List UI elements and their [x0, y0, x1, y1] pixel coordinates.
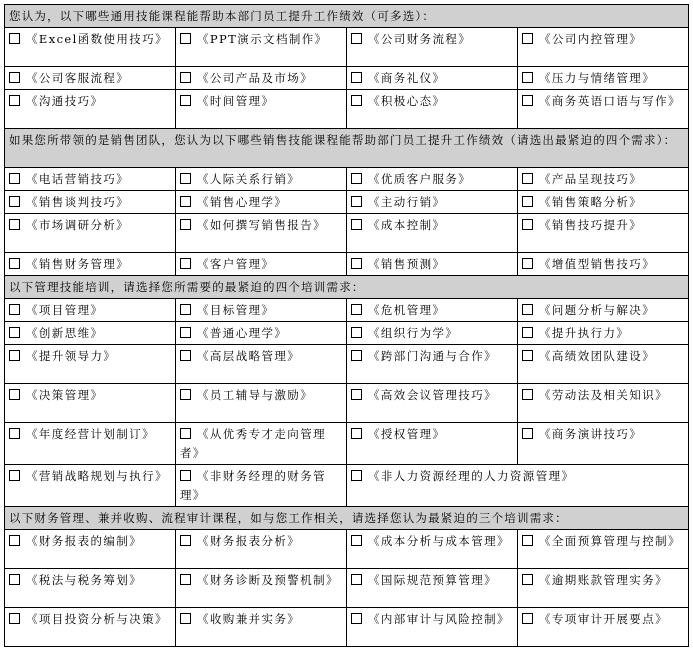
course-label: 《高层战略管理》 [197, 349, 301, 363]
course-label: 《问题分析与解决》 [539, 303, 656, 317]
course-option[interactable] [176, 345, 347, 384]
course-label: 《商务礼仪》 [368, 71, 446, 85]
checkbox[interactable] [9, 173, 20, 184]
course-label: 《项目管理》 [26, 303, 104, 317]
course-option[interactable] [176, 569, 347, 608]
checkbox[interactable] [522, 389, 533, 400]
checkbox[interactable] [522, 33, 533, 44]
checkbox[interactable] [351, 428, 362, 439]
course-option[interactable] [5, 191, 176, 214]
checkbox[interactable] [9, 535, 20, 546]
course-label: 《沟通技巧》 [26, 94, 104, 108]
course-label: 《组织行为学》 [368, 326, 459, 340]
checkbox[interactable] [522, 72, 533, 83]
course-label: 《营销战略规划与执行》 [26, 469, 168, 483]
checkbox[interactable] [351, 613, 362, 624]
course-label: 《国际规范预算管理》 [368, 573, 497, 587]
course-option[interactable] [176, 322, 347, 345]
course-label: 《公司内控管理》 [539, 32, 643, 46]
course-option[interactable] [518, 168, 689, 191]
course-label: 《提升领导力》 [26, 349, 117, 363]
course-option[interactable] [176, 423, 347, 465]
course-option[interactable] [347, 214, 518, 253]
course-option[interactable] [176, 67, 347, 90]
checkbox[interactable] [351, 72, 362, 83]
course-label: 《危机管理》 [368, 303, 446, 317]
course-option[interactable] [176, 28, 347, 67]
course-option[interactable] [176, 530, 347, 569]
course-option[interactable] [518, 322, 689, 345]
course-option[interactable] [5, 530, 176, 569]
course-label: 《从优秀专才走向管理者》 [180, 427, 326, 460]
course-option[interactable] [176, 299, 347, 322]
checkbox[interactable] [9, 389, 20, 400]
course-option[interactable] [176, 168, 347, 191]
course-option[interactable] [5, 465, 176, 507]
course-label: 《市场调研分析》 [26, 218, 130, 232]
course-label: 《商务演讲技巧》 [539, 427, 643, 441]
course-option[interactable] [347, 253, 518, 276]
checkbox[interactable] [9, 95, 20, 106]
course-option[interactable] [347, 28, 518, 67]
checkbox[interactable] [180, 219, 191, 230]
checkbox[interactable] [180, 33, 191, 44]
checkbox[interactable] [522, 95, 533, 106]
course-option[interactable] [176, 253, 347, 276]
checkbox[interactable] [180, 470, 191, 481]
course-label: 《压力与情绪管理》 [539, 71, 656, 85]
course-label: 《销售谈判技巧》 [26, 195, 130, 209]
checkbox[interactable] [351, 196, 362, 207]
course-option[interactable] [518, 253, 689, 276]
checkbox[interactable] [180, 613, 191, 624]
course-option[interactable] [518, 569, 689, 608]
course-option[interactable] [347, 384, 518, 423]
course-label: 《非人力资源经理的人力资源管理》 [368, 469, 575, 483]
course-label: 《成本分析与成本管理》 [368, 534, 510, 548]
course-option[interactable] [5, 28, 176, 67]
checkbox[interactable] [522, 304, 533, 315]
checkbox[interactable] [522, 258, 533, 269]
course-option[interactable] [5, 214, 176, 253]
course-option[interactable] [347, 322, 518, 345]
course-label: 《年度经营计划制订》 [26, 427, 155, 441]
course-option[interactable] [518, 423, 689, 465]
course-option[interactable] [5, 569, 176, 608]
course-label: 《财务报表分析》 [197, 534, 301, 548]
checkbox[interactable] [9, 258, 20, 269]
course-label: 《公司产品及市场》 [197, 71, 314, 85]
checkbox[interactable] [351, 327, 362, 338]
checkbox[interactable] [522, 350, 533, 361]
checkbox[interactable] [351, 389, 362, 400]
course-option[interactable] [5, 322, 176, 345]
course-option[interactable] [347, 299, 518, 322]
checkbox[interactable] [180, 535, 191, 546]
checkbox[interactable] [351, 535, 362, 546]
course-label: 《跨部门沟通与合作》 [368, 349, 497, 363]
course-label: 《客户管理》 [197, 257, 275, 271]
course-label: 《授权管理》 [368, 427, 446, 441]
checkbox[interactable] [180, 72, 191, 83]
course-option[interactable] [347, 191, 518, 214]
course-label: 《财务报表的编制》 [26, 534, 143, 548]
checkbox[interactable] [180, 428, 191, 439]
checkbox[interactable] [9, 470, 20, 481]
checkbox[interactable] [351, 95, 362, 106]
section-header-text: 以下财务管理、兼并收购、流程审计课程，如与您工作相关，请选择您认为最紧迫的三个培训需求： [9, 511, 568, 525]
checkbox[interactable] [9, 428, 20, 439]
course-option[interactable] [347, 465, 689, 507]
course-option[interactable] [518, 530, 689, 569]
checkbox[interactable] [351, 574, 362, 585]
course-label: 《PPT演示文档制作》 [197, 32, 328, 46]
section-header-sales-skills [5, 129, 689, 168]
checkbox[interactable] [351, 173, 362, 184]
course-label: 《劳动法及相关知识》 [539, 388, 668, 402]
course-label: 《优质客户服务》 [368, 172, 472, 186]
checkbox[interactable] [9, 327, 20, 338]
course-option[interactable] [5, 423, 176, 465]
checkbox[interactable] [9, 350, 20, 361]
course-label: 《销售财务管理》 [26, 257, 130, 271]
course-option[interactable] [176, 191, 347, 214]
checkbox[interactable] [351, 470, 362, 481]
course-option[interactable] [347, 168, 518, 191]
course-option[interactable] [518, 191, 689, 214]
course-option[interactable] [518, 608, 689, 647]
checkbox[interactable] [522, 196, 533, 207]
course-label: 《高效会议管理技巧》 [368, 388, 497, 402]
course-label: 《逾期账款管理实务》 [539, 573, 668, 587]
section-header-management-skills [5, 276, 689, 299]
course-label: 《创新思维》 [26, 326, 104, 340]
checkbox[interactable] [180, 95, 191, 106]
section-header-finance-courses [5, 507, 689, 530]
course-label: 《项目投资分析与决策》 [26, 612, 168, 626]
course-option[interactable] [5, 67, 176, 90]
checkbox[interactable] [180, 173, 191, 184]
course-label: 《目标管理》 [197, 303, 275, 317]
section-header-text: 以下管理技能培训，请选择您所需要的最紧迫的四个培训需求： [9, 280, 365, 294]
course-option[interactable] [5, 253, 176, 276]
course-label: 《公司客服流程》 [26, 71, 130, 85]
checkbox[interactable] [180, 574, 191, 585]
checkbox[interactable] [351, 33, 362, 44]
checkbox[interactable] [9, 574, 20, 585]
course-label: 《销售技巧提升》 [539, 218, 643, 232]
course-option[interactable] [518, 67, 689, 90]
training-needs-survey-table [4, 4, 689, 647]
course-option[interactable] [347, 345, 518, 384]
checkbox[interactable] [522, 327, 533, 338]
course-label: 《普通心理学》 [197, 326, 288, 340]
checkbox[interactable] [180, 196, 191, 207]
course-label: 《产品呈现技巧》 [539, 172, 643, 186]
section-header-text: 您认为，以下哪些通用技能课程能帮助本部门员工提升工作绩效（可多选）： [9, 9, 436, 23]
course-label: 《电话营销技巧》 [26, 172, 130, 186]
course-option[interactable] [347, 90, 518, 129]
course-label: 《专项审计开展要点》 [539, 612, 668, 626]
course-label: 《增值型销售技巧》 [539, 257, 656, 271]
checkbox[interactable] [180, 304, 191, 315]
course-label: 《决策管理》 [26, 388, 104, 402]
checkbox[interactable] [522, 428, 533, 439]
course-option[interactable] [347, 423, 518, 465]
course-option[interactable] [518, 214, 689, 253]
course-label: 《公司财务流程》 [368, 32, 472, 46]
course-option[interactable] [176, 465, 347, 507]
checkbox[interactable] [522, 219, 533, 230]
course-label: 《成本控制》 [368, 218, 446, 232]
course-label: 《内部审计与风险控制》 [368, 612, 510, 626]
checkbox[interactable] [9, 33, 20, 44]
course-option[interactable] [518, 384, 689, 423]
course-option[interactable] [5, 608, 176, 647]
course-option[interactable] [176, 384, 347, 423]
course-label: 《销售策略分析》 [539, 195, 643, 209]
course-label: 《销售预测》 [368, 257, 446, 271]
course-label: 《提升执行力》 [539, 326, 630, 340]
course-label: 《主动行销》 [368, 195, 446, 209]
checkbox[interactable] [522, 535, 533, 546]
course-label: 《销售心理学》 [197, 195, 288, 209]
course-option[interactable] [176, 214, 347, 253]
course-label: 《人际关系行销》 [197, 172, 301, 186]
course-label: 《税法与税务筹划》 [26, 573, 143, 587]
course-option[interactable] [176, 608, 347, 647]
course-option[interactable] [5, 345, 176, 384]
checkbox[interactable] [180, 258, 191, 269]
course-option[interactable] [5, 168, 176, 191]
course-option[interactable] [347, 530, 518, 569]
course-label: 《全面预算管理与控制》 [539, 534, 681, 548]
section-header-general-skills [5, 5, 689, 28]
checkbox[interactable] [180, 350, 191, 361]
course-option[interactable] [518, 299, 689, 322]
course-option[interactable] [347, 608, 518, 647]
course-label: 《Excel函数使用技巧》 [26, 32, 169, 46]
course-label: 《积极心态》 [368, 94, 446, 108]
section-header-text: 如果您所带领的是销售团队，您认为以下哪些销售技能课程能帮助部门员工提升工作绩效（请选出最紧迫的四个需求）： [9, 133, 677, 147]
checkbox[interactable] [522, 613, 533, 624]
course-option[interactable] [176, 90, 347, 129]
checkbox[interactable] [522, 574, 533, 585]
checkbox[interactable] [9, 304, 20, 315]
checkbox[interactable] [9, 196, 20, 207]
course-option[interactable] [5, 90, 176, 129]
checkbox[interactable] [9, 72, 20, 83]
checkbox[interactable] [351, 219, 362, 230]
course-label: 《员工辅导与激励》 [197, 388, 314, 402]
course-option[interactable] [347, 569, 518, 608]
checkbox[interactable] [522, 173, 533, 184]
checkbox[interactable] [180, 389, 191, 400]
course-label: 《非财务经理的财务管理》 [180, 469, 326, 502]
course-label: 《高绩效团队建设》 [539, 349, 656, 363]
course-option[interactable] [518, 28, 689, 67]
course-option[interactable] [518, 90, 689, 129]
course-option[interactable] [518, 345, 689, 384]
course-label: 《财务诊断及预警机制》 [197, 573, 339, 587]
course-label: 《收购兼并实务》 [197, 612, 301, 626]
course-option[interactable] [347, 67, 518, 90]
course-option[interactable] [5, 384, 176, 423]
checkbox[interactable] [351, 304, 362, 315]
checkbox[interactable] [351, 258, 362, 269]
checkbox[interactable] [180, 327, 191, 338]
course-label: 《时间管理》 [197, 94, 275, 108]
course-label: 《商务英语口语与写作》 [539, 94, 681, 108]
checkbox[interactable] [9, 219, 20, 230]
checkbox[interactable] [9, 613, 20, 624]
course-label: 《如何撰写销售报告》 [197, 218, 326, 232]
checkbox[interactable] [351, 350, 362, 361]
course-option[interactable] [5, 299, 176, 322]
